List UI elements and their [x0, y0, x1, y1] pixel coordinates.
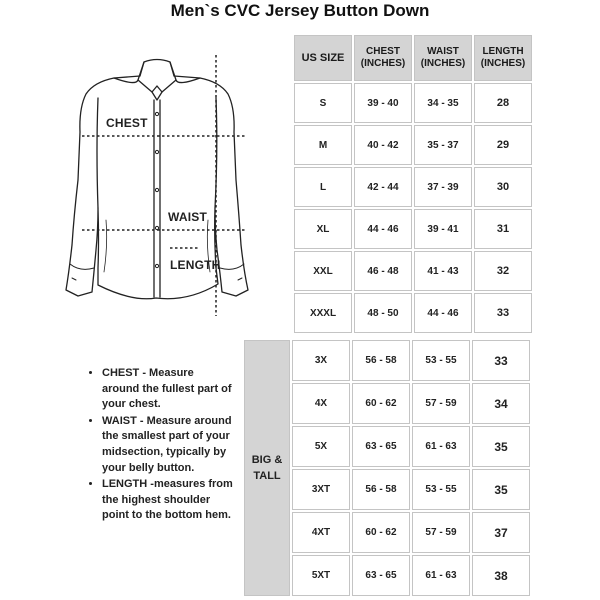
chest-cell: 40 - 42 [354, 125, 412, 165]
header-length: LENGTH (INCHES) [474, 35, 532, 81]
waist-cell: 37 - 39 [414, 167, 472, 207]
length-cell: 32 [474, 251, 532, 291]
chest-cell: 60 - 62 [352, 512, 410, 553]
chest-cell: 42 - 44 [354, 167, 412, 207]
table-row [294, 125, 532, 165]
size-cell: S [294, 83, 352, 123]
chest-cell: 60 - 62 [352, 383, 410, 424]
table-row [244, 340, 530, 381]
chest-cell: 63 - 65 [352, 426, 410, 467]
chest-label: CHEST [106, 116, 148, 130]
size-cell: 4XT [292, 512, 350, 553]
length-cell: 35 [472, 469, 530, 510]
table-row [294, 83, 532, 123]
big-tall-table [242, 338, 532, 598]
note-chest: • CHEST - Measure around the fullest part of your chest. [102, 366, 234, 413]
chest-cell: 56 - 58 [352, 340, 410, 381]
waist-cell: 53 - 55 [412, 469, 470, 510]
size-cell: 5XT [292, 555, 350, 596]
length-cell: 38 [472, 555, 530, 596]
table-row [294, 293, 532, 333]
chest-cell: 48 - 50 [354, 293, 412, 333]
header-waist: WAIST (INCHES) [414, 35, 472, 81]
size-cell: XL [294, 209, 352, 249]
header-chest: CHEST (INCHES) [354, 35, 412, 81]
shirt-icon [52, 40, 264, 330]
chest-cell: 39 - 40 [354, 83, 412, 123]
length-cell: 33 [474, 293, 532, 333]
waist-cell: 34 - 35 [414, 83, 472, 123]
shirt-illustration [52, 40, 264, 330]
size-table [292, 33, 534, 335]
size-cell: XXXL [294, 293, 352, 333]
size-cell: 4X [292, 383, 350, 424]
length-cell: 30 [474, 167, 532, 207]
header-us-size: US SIZE [294, 35, 352, 81]
waist-cell: 35 - 37 [414, 125, 472, 165]
size-cell: 5X [292, 426, 350, 467]
chest-cell: 63 - 65 [352, 555, 410, 596]
size-cell: 3XT [292, 469, 350, 510]
page-title: Men`s CVC Jersey Button Down [170, 1, 430, 20]
length-cell: 31 [474, 209, 532, 249]
waist-cell: 61 - 63 [412, 555, 470, 596]
table-row [294, 209, 532, 249]
big-tall-label: BIG & TALL [244, 340, 290, 596]
length-cell: 35 [472, 426, 530, 467]
table-row [294, 251, 532, 291]
note-waist: • WAIST - Measure around the smallest part of your midsection, typically by your belly button. [102, 414, 234, 476]
note-length: • LENGTH -measures from the highest shoulder point to the bottom hem. [102, 477, 234, 524]
size-cell: 3X [292, 340, 350, 381]
waist-cell: 41 - 43 [414, 251, 472, 291]
length-cell: 29 [474, 125, 532, 165]
chest-cell: 46 - 48 [354, 251, 412, 291]
table-row [294, 167, 532, 207]
waist-cell: 53 - 55 [412, 340, 470, 381]
size-cell: M [294, 125, 352, 165]
chest-cell: 44 - 46 [354, 209, 412, 249]
size-cell: XXL [294, 251, 352, 291]
length-label: LENGTH [170, 258, 221, 272]
length-cell: 34 [472, 383, 530, 424]
length-cell: 33 [472, 340, 530, 381]
length-cell: 37 [472, 512, 530, 553]
waist-cell: 39 - 41 [414, 209, 472, 249]
waist-cell: 44 - 46 [414, 293, 472, 333]
size-cell: L [294, 167, 352, 207]
waist-cell: 57 - 59 [412, 512, 470, 553]
table-header-row [294, 35, 532, 81]
waist-cell: 57 - 59 [412, 383, 470, 424]
waist-cell: 61 - 63 [412, 426, 470, 467]
length-cell: 28 [474, 83, 532, 123]
waist-label: WAIST [168, 210, 207, 224]
measurement-notes [88, 366, 234, 525]
chest-cell: 56 - 58 [352, 469, 410, 510]
